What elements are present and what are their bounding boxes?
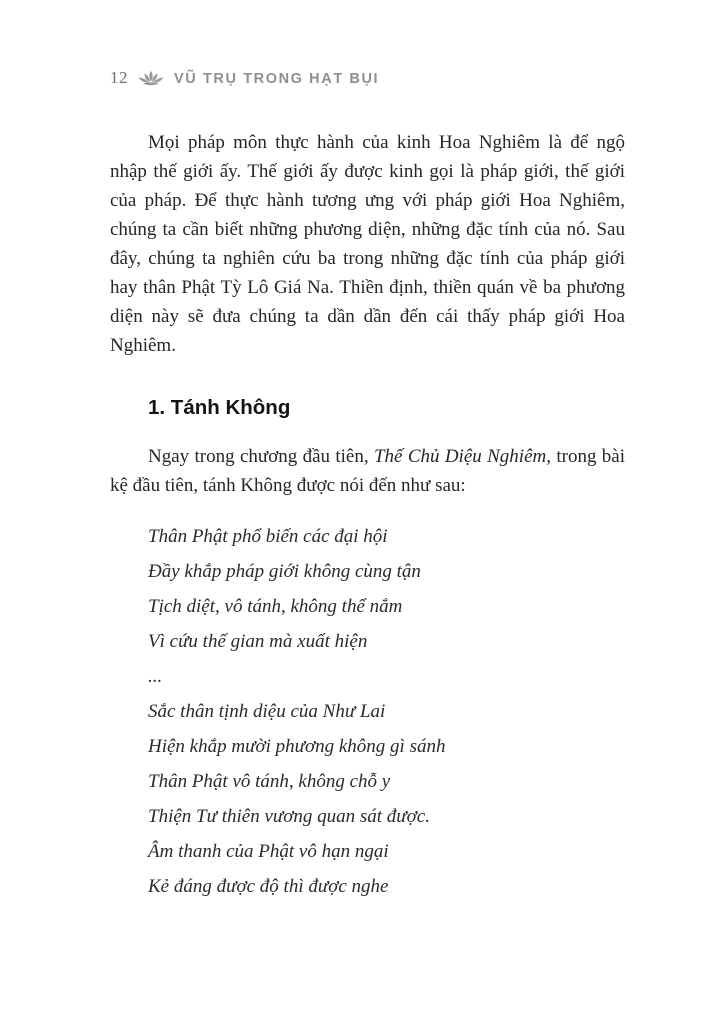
verse-line: Thân Phật vô tánh, không chỗ y bbox=[148, 771, 391, 792]
section-heading: 1. Tánh Không bbox=[148, 396, 291, 419]
body-paragraph: Mọi pháp môn thực hành của kinh Hoa Nghiêm là để ngộ nhập thế giới ấy. Thế giới ấy được kinh gọi là pháp giới, thế giới của pháp. Để thực hành tương ưng với pháp giới Hoa Nghiêm, chúng ta cần biết những phương diện, những đặc tính của nó. Sau đây, chúng ta nghiên cứu ba trong những đặc tính của pháp giới hay thân Phật Tỳ Lô Giá Na. Thiền định, thiền quán về ba phương diện này sẽ đưa chúng ta dần dần đến cái thấy pháp giới Hoa Nghiêm. bbox=[110, 132, 625, 356]
intro-text-post: trong bài kệ đầu tiên, tánh Không được nói đến như sau: bbox=[110, 446, 625, 496]
verse-line: Sắc thân tịnh diệu của Như Lai bbox=[148, 701, 386, 722]
verse-line: Âm thanh của Phật vô hạn ngại bbox=[148, 841, 389, 862]
verse-line: Kẻ đáng được độ thì được nghe bbox=[148, 876, 389, 897]
page-number: 12 bbox=[110, 68, 128, 87]
verse-line: Thiện Tư thiên vương quan sát được. bbox=[148, 806, 430, 827]
verse-line: Thân Phật phổ biến các đại hội bbox=[148, 526, 388, 547]
running-header-title: VŨ TRỤ TRONG HẠT BỤI bbox=[174, 71, 380, 87]
verse-line: Tịch diệt, vô tánh, không thể nắm bbox=[148, 596, 403, 617]
verse-line: Vì cứu thế gian mà xuất hiện bbox=[148, 631, 368, 652]
verse-line: Hiện khắp mười phương không gì sánh bbox=[148, 736, 446, 757]
intro-paragraph bbox=[110, 442, 625, 500]
chapter-title-italic: Thế Chủ Diệu Nghiêm, bbox=[373, 446, 551, 467]
verse-line: Đầy khắp pháp giới không cùng tận bbox=[148, 561, 421, 582]
verse-block bbox=[148, 526, 625, 898]
lotus-icon bbox=[138, 71, 164, 86]
verse-ellipsis: ... bbox=[148, 666, 163, 687]
intro-text-pre: Ngay trong chương đầu tiên, bbox=[148, 446, 374, 467]
running-header bbox=[110, 68, 625, 88]
